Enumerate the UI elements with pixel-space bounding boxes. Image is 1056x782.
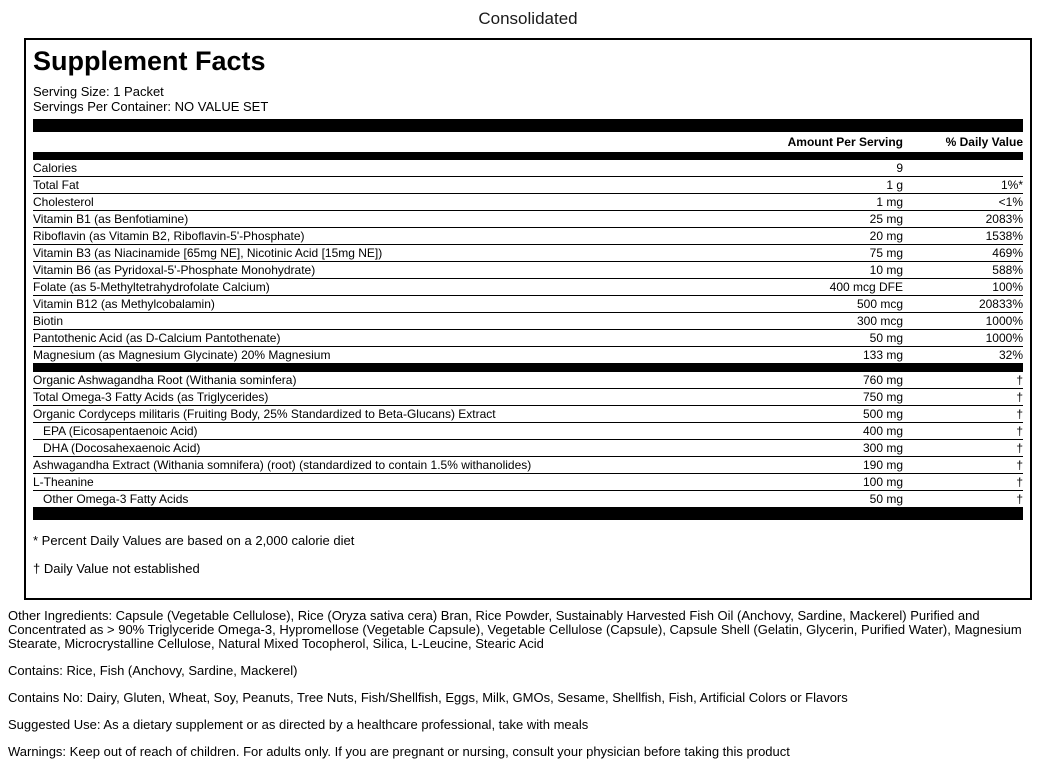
nutrient-name: DHA (Docosahexaenoic Acid) [43, 441, 201, 455]
nutrient-daily-value: 1%* [1000, 178, 1023, 192]
nutrient-name: Cholesterol [33, 195, 94, 209]
nutrient-daily-value: 588% [992, 263, 1023, 277]
nutrient-daily-value: 2083% [985, 212, 1023, 226]
contains-text: Contains: Rice, Fish (Anchovy, Sardine, Mackerel) [8, 663, 298, 678]
table-row [33, 456, 1023, 473]
table-row [33, 405, 1023, 422]
divider-bar-bottom [33, 507, 1023, 520]
nutrient-daily-value: † [1016, 458, 1023, 472]
nutrient-name: Ashwagandha Extract (Withania somnifera) (root) (standardized to contain 1.5% withanolides) [33, 458, 532, 472]
nutrient-amount: 9 [896, 161, 903, 175]
table-row [33, 473, 1023, 490]
nutrient-name: Magnesium (as Magnesium Glycinate) 20% Magnesium [33, 348, 331, 362]
nutrient-amount: 500 mcg [856, 297, 903, 311]
nutrient-amount: 300 mcg [856, 314, 903, 328]
nutrient-daily-value: † [1016, 492, 1023, 506]
nutrient-daily-value: † [1016, 424, 1023, 438]
table-row [33, 193, 1023, 210]
table-row [33, 490, 1023, 507]
nutrient-daily-value: † [1016, 441, 1023, 455]
divider-bar-top [33, 119, 1023, 132]
nutrient-amount: 100 mg [862, 475, 903, 489]
nutrient-name: L-Theanine [33, 475, 94, 489]
nutrient-name: Organic Ashwagandha Root (Withania sominfera) [33, 373, 297, 387]
nutrient-name: Organic Cordyceps militaris (Fruiting Body, 25% Standardized to Beta-Glucans) Extract [33, 407, 496, 421]
table-row [33, 227, 1023, 244]
nutrient-name: Vitamin B1 (as Benfotiamine) [33, 212, 189, 226]
nutrient-name: Vitamin B6 (as Pyridoxal-5'-Phosphate Monohydrate) [33, 263, 316, 277]
nutrient-daily-value: 1000% [985, 314, 1023, 328]
footnote-percent-daily-value: * Percent Daily Values are based on a 2,000 calorie diet [33, 533, 355, 548]
nutrient-amount: 133 mg [862, 348, 903, 362]
table-row [33, 422, 1023, 439]
serving-size: Serving Size: 1 Packet [33, 84, 164, 99]
nutrient-daily-value: 469% [992, 246, 1023, 260]
table-row [33, 312, 1023, 329]
nutrient-amount: 20 mg [869, 229, 903, 243]
nutrient-daily-value: 32% [998, 348, 1023, 362]
table-header-row [33, 132, 1023, 152]
contains-no-text: Contains No: Dairy, Gluten, Wheat, Soy, Peanuts, Tree Nuts, Fish/Shellfish, Eggs, Milk, GMOs, Sesame, Shellfish, Fish, Artificial Colors or Flavors [8, 690, 848, 705]
nutrient-name: Riboflavin (as Vitamin B2, Riboflavin-5'-Phosphate) [33, 229, 305, 243]
nutrient-amount: 750 mg [862, 390, 903, 404]
table-row [33, 439, 1023, 456]
table-row [33, 329, 1023, 346]
nutrient-amount: 760 mg [862, 373, 903, 387]
nutrient-daily-value: 20833% [978, 297, 1023, 311]
nutrient-name: Total Fat [33, 178, 80, 192]
nutrient-amount: 300 mg [862, 441, 903, 455]
nutrient-daily-value: 1000% [985, 331, 1023, 345]
nutrient-amount: 1 g [886, 178, 903, 192]
nutrient-daily-value: <1% [998, 195, 1023, 209]
nutrient-daily-value: 100% [992, 280, 1023, 294]
servings-per-container: Servings Per Container: NO VALUE SET [33, 99, 269, 114]
supplement-facts-panel [24, 38, 1032, 600]
divider-bar-middle [33, 363, 1023, 372]
nutrients-section-vitamins [33, 160, 1023, 363]
nutrient-name: Pantothenic Acid (as D-Calcium Pantothenate) [33, 331, 281, 345]
nutrient-amount: 500 mg [862, 407, 903, 421]
nutrient-name: Calories [33, 161, 78, 175]
nutrient-name: Biotin [33, 314, 64, 328]
nutrient-name: Other Omega-3 Fatty Acids [43, 492, 189, 506]
footnote-daily-value-not-established: † Daily Value not established [33, 561, 200, 576]
nutrients-section-botanicals [33, 372, 1023, 507]
table-row [33, 295, 1023, 312]
nutrient-daily-value: † [1016, 407, 1023, 421]
page-title: Consolidated [478, 9, 578, 28]
nutrient-amount: 1 mg [876, 195, 903, 209]
nutrient-name: Vitamin B12 (as Methylcobalamin) [33, 297, 215, 311]
nutrient-amount: 50 mg [869, 492, 903, 506]
nutrient-daily-value: † [1016, 475, 1023, 489]
nutrient-amount: 50 mg [869, 331, 903, 345]
nutrient-amount: 400 mcg DFE [829, 280, 903, 294]
nutrient-name: Folate (as 5-Methyltetrahydrofolate Calcium) [33, 280, 270, 294]
table-row [33, 160, 1023, 176]
table-row [33, 346, 1023, 363]
nutrient-name: Total Omega-3 Fatty Acids (as Triglycerides) [33, 390, 269, 404]
header-daily-value: % Daily Value [945, 135, 1023, 149]
supplement-facts-title: Supplement Facts [33, 46, 266, 76]
nutrient-amount: 400 mg [862, 424, 903, 438]
other-ingredients-text: Other Ingredients: Capsule (Vegetable Cellulose), Rice (Oryza sativa cera) Bran, Rice Powder, Sustainably Harvested Fish Oil (Anchovy, Sardine, Mackerel) Purified and Concentrated as > 90% Triglyceride Omega-3, Hypromellose (Vegetable Capsule), Vegetable Cellulose (Capsule), Capsule Shell (Gelatin, Glycerin, Purified Water), Magnesium Stearate, Microcrystalline Cellulose, Natural Mixed Tocopherol, Silica, L-Leucine, Stearic Acid [8, 608, 1022, 651]
table-row [33, 176, 1023, 193]
warnings-text: Warnings: Keep out of reach of children. For adults only. If you are pregnant or nursing, consult your physician before taking this product [8, 744, 790, 759]
nutrient-name: Vitamin B3 (as Niacinamide [65mg NE], Nicotinic Acid [15mg NE]) [33, 246, 383, 260]
nutrient-daily-value: † [1016, 390, 1023, 404]
nutrient-name: EPA (Eicosapentaenoic Acid) [43, 424, 198, 438]
table-row [33, 261, 1023, 278]
nutrient-amount: 10 mg [869, 263, 903, 277]
table-row [33, 388, 1023, 405]
table-row [33, 278, 1023, 295]
nutrient-amount: 25 mg [869, 212, 903, 226]
table-row [33, 244, 1023, 261]
nutrient-amount: 75 mg [869, 246, 903, 260]
table-row [33, 372, 1023, 388]
table-row [33, 210, 1023, 227]
divider-bar-header [33, 152, 1023, 160]
header-amount-per-serving: Amount Per Serving [787, 135, 903, 149]
suggested-use-text: Suggested Use: As a dietary supplement or as directed by a healthcare professional, take with meals [8, 717, 589, 732]
nutrient-amount: 190 mg [862, 458, 903, 472]
nutrient-daily-value: 1538% [985, 229, 1023, 243]
nutrient-daily-value: † [1016, 373, 1023, 387]
